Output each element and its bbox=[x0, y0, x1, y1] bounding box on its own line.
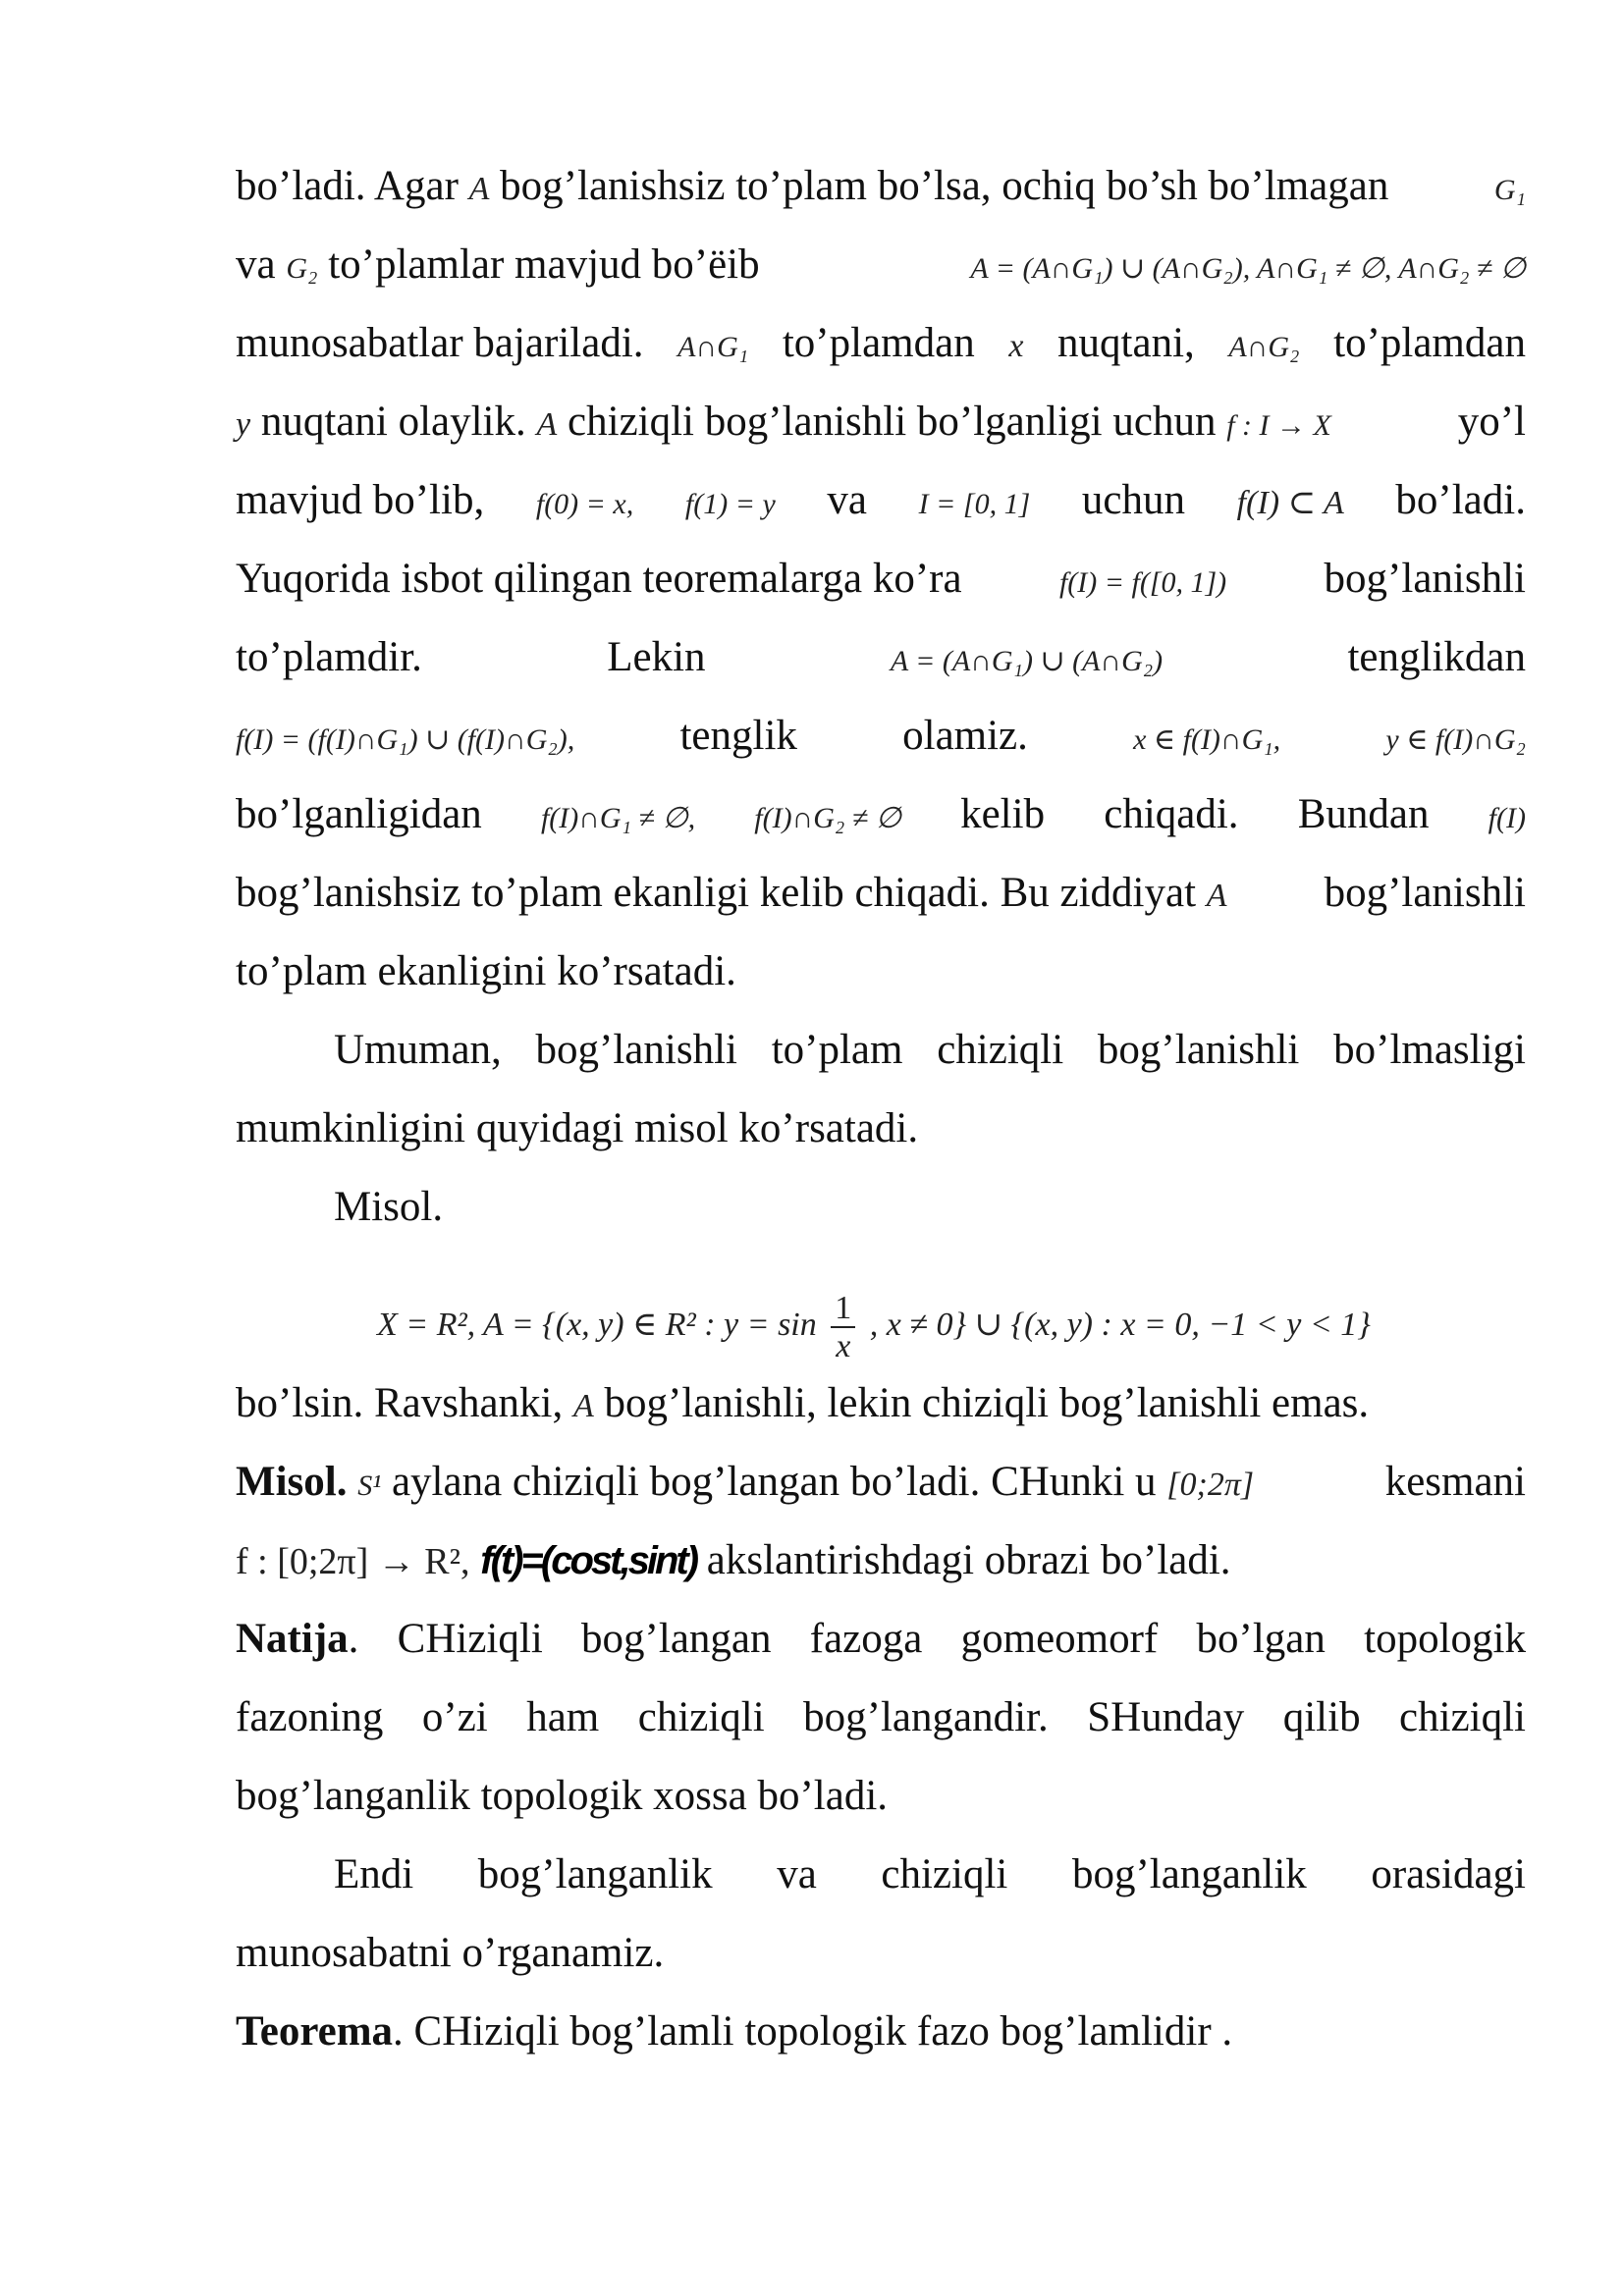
text-run: va bbox=[827, 477, 868, 523]
math-inline: A∩G₁ bbox=[677, 331, 749, 363]
text-line bbox=[236, 1836, 1526, 1914]
math-inline: I = [0, 1] bbox=[918, 488, 1031, 520]
text-run: uchun bbox=[1081, 477, 1186, 523]
text-run: chiziqli bbox=[881, 1851, 1008, 1897]
garbled-formula: f(t)=(cost,sint) bbox=[480, 1539, 697, 1582]
text-run: bog’lanishli bbox=[1324, 870, 1526, 916]
math-inline: x bbox=[1008, 328, 1024, 364]
text-line bbox=[236, 1011, 1526, 1090]
text-line bbox=[236, 1443, 1526, 1522]
natija-label: Natija bbox=[236, 1616, 349, 1662]
text-run: yo’l bbox=[1457, 399, 1526, 445]
text-run: aylana chiziqli bog’langan bo’ladi. CHunki u bbox=[381, 1459, 1167, 1505]
text-run: to’plam ekanligini ko’rsatadi. bbox=[236, 948, 736, 994]
math-inline: f : I → X bbox=[1226, 409, 1331, 442]
formula-right: , x ≠ 0} ∪ {(x, y) : x = 0, −1 < y < 1} bbox=[869, 1307, 1371, 1344]
math-inline: A∩G₂ bbox=[1228, 331, 1300, 363]
fraction bbox=[831, 1290, 855, 1365]
text-line bbox=[236, 147, 1526, 226]
formula-left: X = R², A = {(x, y) ∈ R² : y = sin bbox=[377, 1307, 817, 1344]
text-line bbox=[236, 304, 1526, 383]
text-run: Lekin bbox=[607, 634, 706, 680]
text-run: nuqtani, bbox=[1057, 320, 1195, 366]
text-run: munosabatni o’rganamiz. bbox=[236, 1930, 665, 1976]
text-line bbox=[236, 1522, 1526, 1600]
text-run: mavjud bo’lib, bbox=[236, 477, 485, 523]
math-inline: f(I) ⊂ A bbox=[1236, 485, 1344, 521]
text-run: bog’lanishsiz to’plam ekanligi kelib chiqadi. Bu ziddiyat bbox=[236, 870, 1207, 916]
text-run: bog’lanishsiz to’plam bo’lsa, ochiq bo’sh bo’lmagan bbox=[489, 163, 1389, 209]
text-line bbox=[236, 1993, 1526, 2071]
math-inline: y bbox=[236, 406, 251, 443]
text-line bbox=[236, 461, 1526, 540]
document-page bbox=[236, 147, 1526, 2071]
text-run: to’plamdan bbox=[782, 320, 975, 366]
text-run: bog’lanishli bbox=[1324, 556, 1526, 602]
math-inline: f(I) = f([0, 1]) bbox=[1058, 566, 1227, 599]
text-run: Misol. bbox=[334, 1184, 444, 1230]
text-run bbox=[347, 1459, 357, 1505]
text-line bbox=[236, 1600, 1526, 1679]
teorema-label: Teorema bbox=[236, 2008, 394, 2055]
text-run: fazoning o’zi ham chiziqli bog’langandir. SHunday qilib chiziqli bbox=[236, 1694, 1526, 1740]
math-inline: A bbox=[572, 1388, 594, 1424]
math-inline: G₂ bbox=[286, 252, 318, 285]
math-inline: G₁ bbox=[1493, 174, 1526, 206]
text-line bbox=[236, 226, 1526, 304]
text-line bbox=[236, 618, 1526, 697]
math-inline: f(I)∩G₂ ≠ ∅ bbox=[754, 802, 901, 834]
text-run: bog’langanlik topologik xossa bo’ladi. bbox=[236, 1773, 889, 1819]
text-run: Bundan bbox=[1297, 791, 1430, 837]
fraction-denominator: x bbox=[836, 1328, 851, 1365]
text-run: chiqadi. bbox=[1104, 791, 1239, 837]
text-line bbox=[236, 383, 1526, 461]
text-run: to’plamdir. bbox=[236, 634, 422, 680]
text-run: . CHiziqli bog’langan fazoga gomeomorf bo’lgan topologik bbox=[348, 1616, 1526, 1662]
text-run: . CHiziqli bog’lamli topologik fazo bog’lamlidir . bbox=[393, 2008, 1233, 2055]
text-run: Endi bbox=[334, 1851, 414, 1897]
text-line bbox=[236, 775, 1526, 854]
math-inline: [0;2π] bbox=[1166, 1467, 1255, 1503]
text-run: olamiz. bbox=[902, 713, 1028, 759]
text-line bbox=[236, 1757, 1526, 1836]
text-run: bog’langanlik bbox=[477, 1851, 713, 1897]
text-line bbox=[236, 1679, 1526, 1757]
display-formula bbox=[236, 1247, 1526, 1364]
text-run: bo’ladi. Agar bbox=[236, 163, 469, 209]
text-run: chiziqli bog’lanishli bo’lganligi uchun bbox=[557, 399, 1227, 445]
text-run: to’plamlar mavjud bo’ëib bbox=[317, 241, 760, 288]
math-inline: f(0) = x, bbox=[535, 488, 634, 520]
text-run: bog’lanishli, lekin chiziqli bog’lanishli emas. bbox=[593, 1380, 1370, 1426]
text-line bbox=[236, 697, 1526, 775]
text-run: bo’lsin. Ravshanki, bbox=[236, 1380, 573, 1426]
example-label bbox=[236, 1168, 1526, 1247]
text-run: akslantirishdagi obrazi bo’ladi. bbox=[706, 1537, 1231, 1583]
text-run: bo’ladi. bbox=[1395, 477, 1526, 523]
math-inline: A bbox=[468, 171, 490, 207]
text-run: Yuqorida isbot qilingan teoremalarga ko’ra bbox=[236, 556, 962, 602]
text-line bbox=[236, 1090, 1526, 1168]
math-inline: x ∈ f(I)∩G₁, bbox=[1133, 723, 1281, 756]
math-inline: A = (A∩G₁) ∪ (A∩G₂), A∩G₁ ≠ ∅, A∩G₂ ≠ ∅ bbox=[970, 252, 1526, 285]
math-inline: f(I)∩G₁ ≠ ∅, bbox=[540, 802, 696, 834]
text-run: bo’lganligidan bbox=[236, 791, 482, 837]
text-run: nuqtani olaylik. bbox=[250, 399, 537, 445]
math-inline: S¹ bbox=[357, 1469, 382, 1502]
text-run: tenglikdan bbox=[1347, 634, 1526, 680]
text-run: va bbox=[236, 241, 287, 288]
math-inline: A bbox=[1206, 878, 1227, 914]
text-run: va bbox=[777, 1851, 817, 1897]
text-run: bog’langanlik bbox=[1071, 1851, 1307, 1897]
text-line bbox=[236, 1364, 1526, 1443]
text-run: orasidagi bbox=[1371, 1851, 1526, 1897]
math-inline: f(1) = y bbox=[684, 488, 776, 520]
text-run: kesmani bbox=[1384, 1459, 1526, 1505]
math-inline: f(I) bbox=[1488, 802, 1526, 834]
text-line bbox=[236, 540, 1526, 618]
text-run: mumkinligini quyidagi misol ko’rsatadi. bbox=[236, 1105, 919, 1151]
math-inline: f : [0;2π] → R², bbox=[236, 1541, 470, 1582]
math-inline: A = (A∩G₁) ∪ (A∩G₂) bbox=[890, 645, 1164, 677]
math-inline: y ∈ f(I)∩G₂ bbox=[1385, 723, 1526, 756]
text-run: tenglik bbox=[679, 713, 797, 759]
text-line bbox=[236, 933, 1526, 1011]
text-run: to’plamdan bbox=[1333, 320, 1526, 366]
fraction-numerator: 1 bbox=[831, 1290, 855, 1328]
text-line bbox=[236, 1914, 1526, 1993]
text-run: Umuman, bog’lanishli to’plam chiziqli bog’lanishli bo’lmasligi bbox=[334, 1027, 1526, 1073]
math-inline: f(I) = (f(I)∩G₁) ∪ (f(I)∩G₂), bbox=[236, 723, 575, 756]
example-label: Misol. bbox=[236, 1459, 348, 1505]
math-inline: A bbox=[536, 406, 558, 443]
text-run: munosabatlar bajariladi. bbox=[236, 320, 644, 366]
text-run: kelib bbox=[960, 791, 1046, 837]
text-line bbox=[236, 854, 1526, 933]
